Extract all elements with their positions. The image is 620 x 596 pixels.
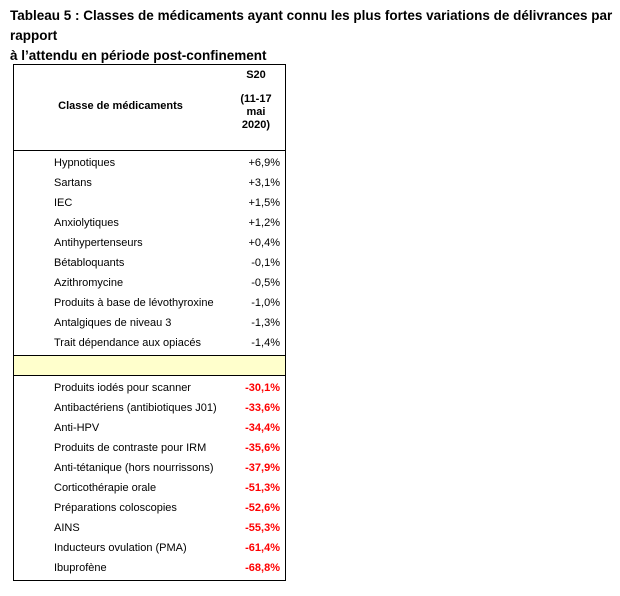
variation-value: +0,4% <box>248 237 280 249</box>
variation-value: +6,9% <box>248 157 280 169</box>
medication-class-name: IEC <box>54 197 73 209</box>
table-row <box>14 313 285 333</box>
date-range-line-1: (11-17 <box>240 93 272 105</box>
date-range-line-3: 2020) <box>241 119 271 131</box>
variation-value: -68,8% <box>245 562 280 574</box>
medication-class-name: Bétabloquants <box>54 257 125 269</box>
medication-class-name: Hypnotiques <box>54 157 116 169</box>
variation-value: -37,9% <box>245 462 280 474</box>
table-row <box>14 478 285 498</box>
variation-value: -55,3% <box>245 522 280 534</box>
table-row <box>14 438 285 458</box>
variation-value: -0,1% <box>251 257 280 269</box>
medication-class-name: Antalgiques de niveau 3 <box>54 317 172 329</box>
table-row <box>14 418 285 438</box>
table-row <box>14 398 285 418</box>
variation-value: -51,3% <box>245 482 280 494</box>
caption-line-2: à l’attendu en période post-confinement <box>10 48 267 63</box>
variation-value: -34,4% <box>245 422 280 434</box>
medication-class-name: Azithromycine <box>54 277 124 289</box>
table-row <box>14 273 285 293</box>
date-range-line-2: mai <box>246 106 266 118</box>
medication-class-name: Produits de contraste pour IRM <box>54 442 207 454</box>
medication-class-name: Antibactériens (antibiotiques J01) <box>54 402 217 414</box>
variation-value: -0,5% <box>251 277 280 289</box>
table-row <box>14 213 285 233</box>
variation-value: -35,6% <box>245 442 280 454</box>
table-group-bottom <box>14 376 285 580</box>
medication-class-name: Trait dépendance aux opiacés <box>54 337 201 349</box>
medication-class-name: Corticothérapie orale <box>54 482 157 494</box>
table-group-top <box>14 151 285 355</box>
table-row <box>14 173 285 193</box>
column-header-class: Classe de médicaments <box>58 99 183 112</box>
medication-class-name: Préparations coloscopies <box>54 502 177 514</box>
variation-value: -52,6% <box>245 502 280 514</box>
table-row <box>14 193 285 213</box>
variation-value: +1,5% <box>248 197 280 209</box>
variation-value: -1,3% <box>251 317 280 329</box>
medication-class-name: Sartans <box>54 177 92 189</box>
medication-class-name: Anti-HPV <box>54 422 100 434</box>
table-row <box>14 458 285 478</box>
medication-class-name: Produits à base de lévothyroxine <box>54 297 214 309</box>
variation-value: -61,4% <box>245 542 280 554</box>
medication-class-name: Ibuprofène <box>54 562 107 574</box>
table-row <box>14 233 285 253</box>
variation-value: -1,4% <box>251 337 280 349</box>
variation-value: -1,0% <box>251 297 280 309</box>
table-row <box>14 153 285 173</box>
medication-class-name: Produits iodés pour scanner <box>54 382 191 394</box>
medication-class-name: Inducteurs ovulation (PMA) <box>54 542 187 554</box>
table-row <box>14 253 285 273</box>
table-row <box>14 518 285 538</box>
table-caption <box>10 6 615 66</box>
medication-class-name: Anti-tétanique (hors nourrissons) <box>54 462 214 474</box>
variation-value: +3,1% <box>248 177 280 189</box>
variation-value: +1,2% <box>248 217 280 229</box>
table-row <box>14 538 285 558</box>
medication-class-name: Anxiolytiques <box>54 217 119 229</box>
medication-table <box>13 64 286 581</box>
table-row <box>14 293 285 313</box>
table-row <box>14 333 285 353</box>
table-row <box>14 498 285 518</box>
medication-class-name: AINS <box>54 522 80 534</box>
medication-class-name: Antihypertenseurs <box>54 237 143 249</box>
caption-line-1: Tableau 5 : Classes de médicaments ayant connu les plus fortes variations de délivrances par rapport <box>10 8 613 43</box>
column-header-week <box>227 65 285 150</box>
variation-value: -30,1% <box>245 382 280 394</box>
table-header <box>14 65 285 151</box>
table-row <box>14 558 285 578</box>
variation-value: -33,6% <box>245 402 280 414</box>
week-label: S20 <box>246 69 266 81</box>
group-separator <box>14 355 285 376</box>
table-row <box>14 378 285 398</box>
